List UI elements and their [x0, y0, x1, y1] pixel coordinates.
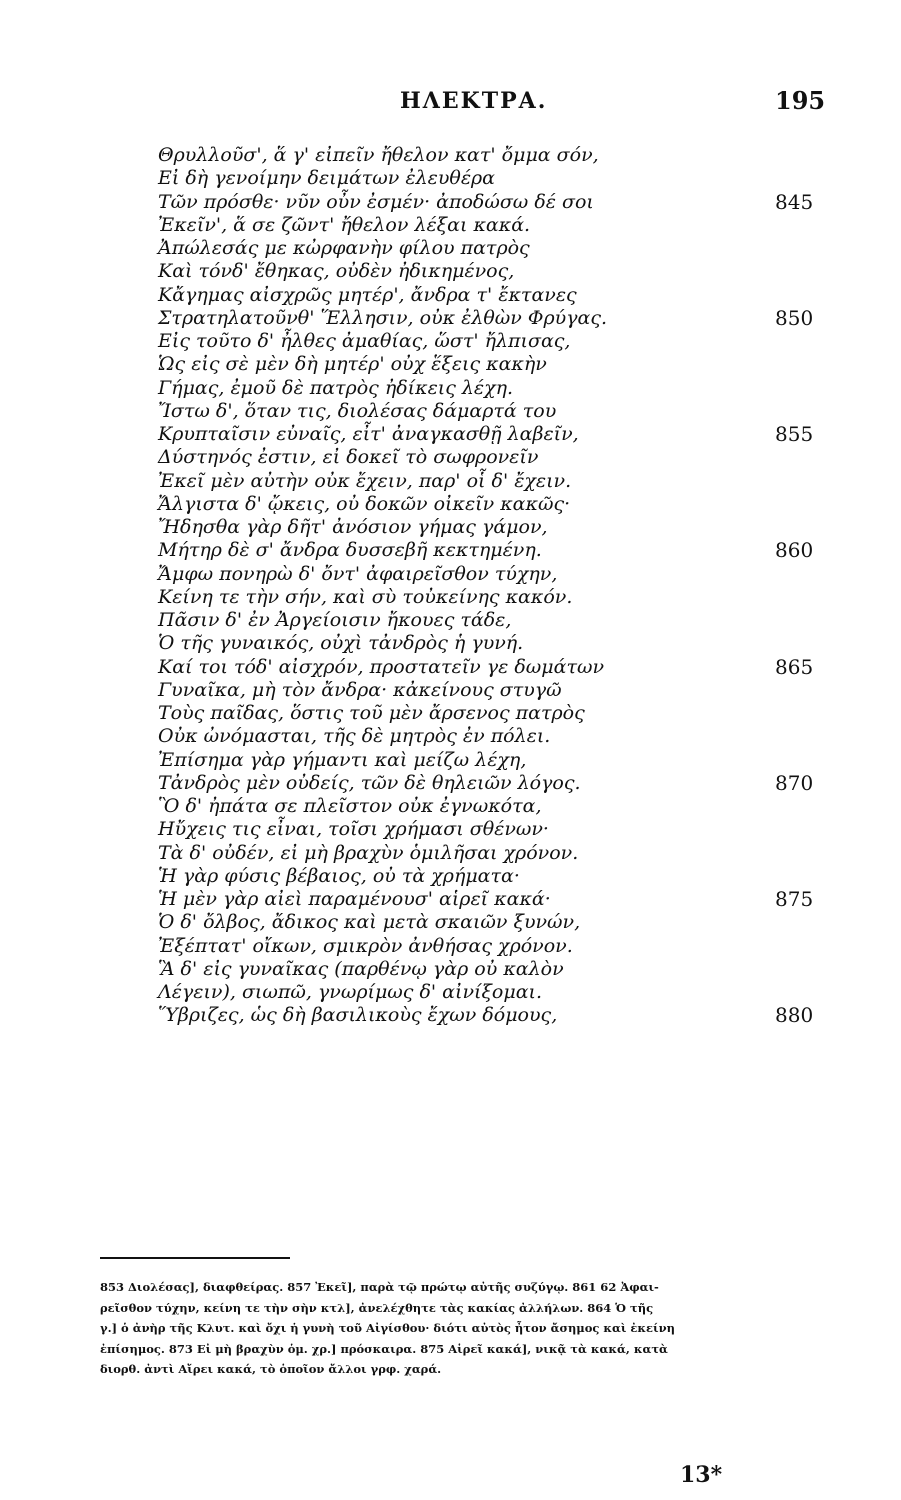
line-number: 875: [775, 887, 814, 911]
verse-text: Οὐκ ὠνόμασται, τῆς δὲ μητρὸς ἐν πόλει.: [158, 725, 551, 748]
verse-text: Ὁ δ' ὄλβος, ἄδικος καὶ μετὰ σκαιῶν ξυνών,: [158, 911, 581, 934]
verse-text: Στρατηλατοῦνθ' Ἕλλησιν, οὐκ ἐλθὼν Φρύγας.: [158, 306, 608, 329]
verse-line: [158, 1004, 838, 1027]
footnote-line: ρεῖσθον τύχην, κείνη τε τὴν σὴν κτλ], ἀνελέχθητε τὰς κακίας ἀλλήλων. 864 Ὁ τῆς: [100, 1300, 654, 1315]
line-number: 860: [775, 538, 814, 563]
verse-text: Ὃ δ' ἠπάτα σε πλεῖστον οὐκ ἐγνωκότα,: [158, 795, 542, 817]
verse-text: Γυναῖκα, μὴ τὸν ἄνδρα· κἀκείνους στυγῶ: [158, 678, 562, 701]
verse-text: Εἰς τοῦτο δ' ἦλθες ἀμαθίας, ὥστ' ἤλπισας,: [158, 330, 571, 352]
verse-text: Ἴστω δ', ὅταν τις, διολέσας δάμαρτά του: [158, 399, 557, 422]
verse-text: Ἡ γὰρ φύσις βέβαιος, οὐ τὰ χρήματα·: [158, 864, 520, 887]
verse-text: Ἐκεῖν', ἅ σε ζῶντ' ἤθελον λέξαι κακά.: [158, 213, 531, 236]
verse-text: Τῶν πρόσθε· νῦν οὖν ἐσμέν· ἀποδώσω δέ σοι: [158, 190, 594, 213]
verse-text: Ἤδησθα γὰρ δῆτ' ἀνόσιον γήμας γάμον,: [158, 516, 548, 538]
verse-line: [158, 400, 838, 423]
line-number: 855: [775, 422, 814, 446]
verse-text: Κρυπταῖσιν εὐναῖς, εἶτ' ἀναγκασθῇ λαβεῖν,: [158, 423, 579, 445]
verse-text: Ἄμφω πονηρὼ δ' ὄντ' ἀφαιρεῖσθον τύχην,: [158, 562, 558, 585]
verse-text: Ὡς εἰς σὲ μὲν δὴ μητέρ' οὐχ ἕξεις κακὴν: [158, 353, 547, 376]
footnote-line: ἐπίσημος. 873 Εἰ μὴ βραχὺν ὁμ. χρ.] πρόσκαιρα. 875 Αἱρεῖ κακά], νικᾷ τὰ κακά, κατὰ: [100, 1341, 668, 1356]
verse-block: [158, 144, 838, 1028]
page-number: 195: [775, 86, 826, 115]
verse-text: Ἀπώλεσάς με κὠρφανὴν φίλου πατρὸς: [158, 237, 530, 259]
verse-line: [158, 353, 838, 376]
verse-line: [158, 516, 838, 539]
verse-line: [158, 679, 838, 702]
verse-line: [158, 144, 838, 167]
verse-line: [158, 493, 838, 516]
verse-line: [158, 656, 838, 679]
verse-line: [158, 795, 838, 818]
verse-text: Κείνη τε τὴν σήν, καὶ σὺ τοὐκείνης κακόν.: [158, 585, 573, 608]
verse-line: [158, 958, 838, 981]
verse-text: Ἐκεῖ μὲν αὐτὴν οὐκ ἔχειν, παρ' οἷ δ' ἔχειν.: [158, 469, 572, 492]
verse-text: Εἰ δὴ γενοίμην δειμάτων ἐλευθέρα: [158, 167, 496, 190]
verse-line: [158, 260, 838, 283]
verse-text: Λέγειν), σιωπῶ, γνωρίμως δ' αἰνίξομαι.: [158, 981, 543, 1003]
verse-text: Γήμας, ἐμοῦ δὲ πατρὸς ἠδίκεις λέχη.: [158, 376, 514, 399]
verse-line: [158, 377, 838, 400]
verse-line: [158, 284, 838, 307]
verse-line: [158, 981, 838, 1004]
footnote-divider: [100, 1257, 290, 1259]
verse-text: Μήτηρ δὲ σ' ἄνδρα δυσσεβῆ κεκτημένη.: [158, 539, 542, 562]
verse-line: [158, 702, 838, 725]
verse-line: [158, 865, 838, 888]
verse-line: [158, 935, 838, 958]
verse-text: Ηὔχεις τις εἶναι, τοῖσι χρήμασι σθένων·: [158, 818, 549, 841]
verse-line: [158, 191, 838, 214]
verse-line: [158, 586, 838, 609]
verse-line: [158, 167, 838, 190]
line-number: 850: [775, 305, 814, 330]
verse-text: Ἄλγιστα δ' ᾤκεις, οὐ δοκῶν οἰκεῖν κακῶς·: [158, 492, 571, 515]
verse-line: [158, 470, 838, 493]
printer-signature-mark: 13*: [680, 1462, 723, 1488]
verse-text: Τοὺς παῖδας, ὅστις τοῦ μὲν ἄρσενος πατρὸς: [158, 702, 585, 724]
verse-text: Ἡ μὲν γὰρ αἰεὶ παραμένουσ' αἱρεῖ κακά·: [158, 888, 551, 910]
verse-line: [158, 772, 838, 795]
verse-line: [158, 237, 838, 260]
verse-text: Κἄγημας αἰσχρῶς μητέρ', ἄνδρα τ' ἔκτανες: [158, 283, 577, 306]
verse-text: Ἐπίσημα γὰρ γήμαντι καὶ μείζω λέχη,: [158, 748, 527, 771]
line-number: 865: [775, 654, 814, 679]
verse-line: [158, 911, 838, 934]
line-number: 870: [775, 770, 814, 795]
verse-text: Ὁ τῆς γυναικός, οὐχὶ τἀνδρὸς ἡ γυνή.: [158, 632, 524, 655]
verse-line: [158, 330, 838, 353]
verse-line: [158, 563, 838, 586]
verse-line: [158, 725, 838, 748]
verse-line: [158, 632, 838, 655]
footnote-line: διορθ. ἀντὶ Αἴρει κακά, τὸ ὁποῖον ἄλλοι γρφ. χαρά.: [100, 1362, 442, 1376]
verse-line: [158, 749, 838, 772]
verse-text: Ἃ δ' εἰς γυναῖκας (παρθένῳ γὰρ οὐ καλὸν: [158, 957, 564, 980]
verse-line: [158, 842, 838, 865]
verse-text: Ἐξέπτατ' οἴκων, σμικρὸν ἀνθήσας χρόνον.: [158, 934, 573, 957]
verse-text: Ὕβριζες, ὡς δὴ βασιλικοὺς ἔχων δόμους,: [158, 1004, 558, 1027]
verse-line: [158, 423, 838, 446]
verse-line: [158, 609, 838, 632]
verse-text: Πᾶσιν δ' ἐν Ἀργείοισιν ἤκουες τάδε,: [158, 609, 512, 631]
footnote-line: γ.] ὁ ἀνὴρ τῆς Κλυτ. καὶ ὄχι ἡ γυνὴ τοῦ Αἰγίσθου· διότι αὐτὸς ἦτον ἄσημος καὶ ἐκείνη: [100, 1321, 675, 1335]
verse-text: Δύστηνός ἐστιν, εἰ δοκεῖ τὸ σωφρονεῖν: [158, 446, 539, 469]
verse-line: [158, 888, 838, 911]
verse-text: Θρυλλοῦσ', ἅ γ' εἰπεῖν ἤθελον κατ' ὄμμα σόν,: [158, 144, 599, 166]
verse-line: [158, 446, 838, 469]
verse-line: [158, 214, 838, 237]
line-number: 845: [775, 189, 814, 214]
verse-line: [158, 818, 838, 841]
verse-text: Τὰ δ' οὐδέν, εἰ μὴ βραχὺν ὁμιλῆσαι χρόνον.: [158, 841, 579, 864]
verse-text: Καὶ τόνδ' ἔθηκας, οὐδὲν ἠδικημένος,: [158, 260, 515, 283]
verse-line: [158, 307, 838, 330]
footnote-line: 853 Διολέσας], διαφθείρας. 857 Ἐκεῖ], παρὰ τῷ πρώτῳ αὐτῆς συζύγῳ. 861 62 Ἀφαι-: [100, 1280, 659, 1294]
verse-text: Καί τοι τόδ' αἰσχρόν, προστατεῖν γε δωμάτων: [158, 655, 605, 678]
verse-text: Τἀνδρὸς μὲν οὐδείς, τῶν δὲ θηλειῶν λόγος.: [158, 771, 581, 794]
footnotes-block: [100, 1277, 828, 1380]
verse-line: [158, 539, 838, 562]
line-number: 880: [775, 1003, 814, 1028]
running-header-title: ΗΛΕΚΤΡΑ.: [400, 88, 548, 114]
